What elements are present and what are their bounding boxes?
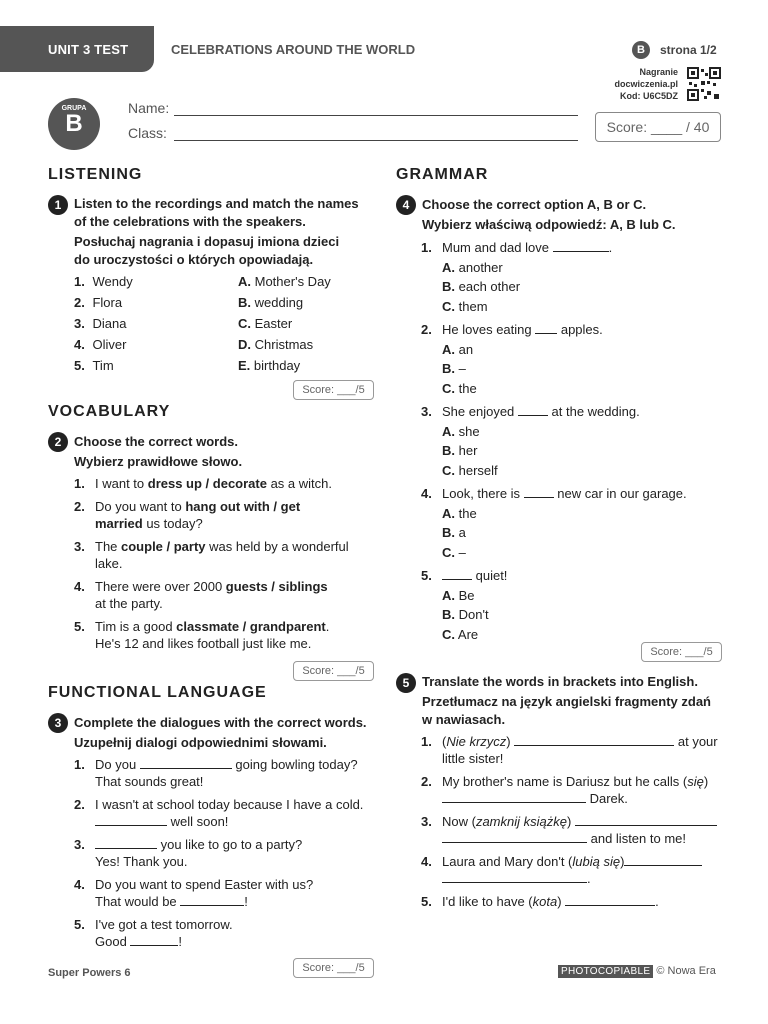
list-item: 4. There were over 2000 guests / siblings at the party.: [74, 579, 328, 611]
test-title: CELEBRATIONS AROUND THE WORLD: [171, 42, 416, 57]
list-item: 1. Do you going bowling today? That sounds great!: [74, 757, 358, 789]
answer-blank[interactable]: [442, 831, 587, 843]
answer-blank[interactable]: [95, 814, 167, 826]
name-label: Name:: [128, 100, 170, 116]
answer-blank[interactable]: [524, 486, 554, 498]
listening-instructions: [74, 195, 359, 269]
option[interactable]: C. them: [442, 298, 488, 314]
list-item: 3. The couple / party was held by a wonderful lake.: [74, 539, 349, 571]
functional-items: [74, 756, 374, 956]
answer-blank[interactable]: [518, 404, 548, 416]
list-item: 2. Flora: [74, 295, 123, 310]
list-item: 5. I'd like to have (kota) .: [421, 894, 659, 909]
name-field[interactable]: [174, 115, 578, 116]
unit-label: UNIT 3 TEST: [48, 42, 129, 57]
list-item: 3. She enjoyed at the wedding. A. she B. her C. herself: [421, 402, 721, 480]
list-item: 2. I wasn't at school today because I have a cold. well soon!: [74, 797, 364, 829]
publisher: © Nowa Era: [656, 965, 716, 977]
group-badge: [48, 98, 100, 150]
recording-info: [598, 66, 678, 102]
score-box: Score: ___/5: [641, 642, 722, 662]
answer-blank[interactable]: [442, 871, 587, 883]
score-box: Score: ___/5: [293, 380, 374, 400]
translate-instructions: [422, 673, 711, 729]
option[interactable]: C. the: [442, 380, 477, 396]
instruction-pl: Wybierz prawidłowe słowo.: [74, 454, 243, 469]
instruction-en: Listen to the recordings and match the names: [74, 196, 359, 211]
translate-items: [421, 733, 726, 916]
vocabulary-items: [74, 475, 374, 658]
instruction-pl: do uroczystości o których opowiadają.: [74, 252, 314, 267]
list-item: B. wedding: [238, 295, 304, 310]
exercise-number: 2: [48, 432, 68, 452]
answer-blank[interactable]: [514, 734, 674, 746]
list-item: C. Easter: [238, 316, 293, 331]
photocopiable-badge: PHOTOCOPIABLE: [558, 965, 653, 978]
listening-options: [238, 271, 331, 376]
score-box: Score: ___/5: [293, 958, 374, 978]
listening-heading: LISTENING: [48, 166, 143, 183]
instruction-pl: Posłuchaj nagrania i dopasuj imiona dzieci: [74, 234, 340, 249]
score-box: Score: ___/5: [293, 661, 374, 681]
list-item: 4. Laura and Mary don't (lubią się) .: [421, 853, 726, 887]
list-item: 3. Now (zamknij książkę) and listen to me!: [421, 813, 726, 847]
option[interactable]: A. Be: [442, 587, 475, 603]
answer-blank[interactable]: [130, 934, 178, 946]
page-indicator: strona 1/2: [660, 43, 717, 57]
recording-site: docwiczenia.pl: [614, 79, 678, 89]
answer-blank[interactable]: [575, 814, 717, 826]
list-item: 2. My brother's name is Dariusz but he calls (się) Darek.: [421, 774, 709, 806]
option[interactable]: C. Are: [442, 626, 479, 642]
list-item: D. Christmas: [238, 337, 314, 352]
option[interactable]: A. another: [442, 259, 503, 275]
list-item: 5. Tim: [74, 358, 114, 373]
list-item: 1. Mum and dad love . A. another B. each other C. them: [421, 238, 721, 316]
answer-blank[interactable]: [180, 894, 244, 906]
exercise-number: 1: [48, 195, 68, 215]
option[interactable]: B. her: [442, 443, 478, 458]
option[interactable]: C. –: [442, 544, 466, 560]
grammar-instructions: [422, 195, 676, 235]
list-item: 4. Oliver: [74, 337, 127, 352]
unit-banner: [0, 26, 154, 72]
vocabulary-instructions: [74, 432, 242, 472]
list-item: E. birthday: [238, 358, 301, 373]
list-item: 1. I want to dress up / decorate as a witch.: [74, 476, 332, 491]
option[interactable]: A. an: [442, 341, 474, 357]
list-item: 2. He loves eating apples. A. an B. – C. the: [421, 320, 721, 398]
grammar-heading: GRAMMAR: [396, 166, 489, 183]
option[interactable]: B. each other: [442, 279, 521, 294]
qr-code-icon: [687, 67, 721, 101]
list-item: 4. Do you want to spend Easter with us? That would be !: [74, 877, 314, 909]
list-item: A. Mother's Day: [238, 274, 331, 289]
listening-names: [74, 271, 133, 376]
option[interactable]: B. Don't: [442, 607, 489, 622]
option[interactable]: B. –: [442, 361, 466, 376]
list-item: 4. Look, there is new car in our garage. A. the B. a C. –: [421, 484, 721, 562]
list-item: 3. Diana: [74, 316, 127, 331]
grammar-items: [421, 238, 721, 648]
list-item: 5. quiet! A. Be B. Don't C. Are: [421, 566, 721, 644]
class-field[interactable]: [174, 140, 578, 141]
answer-blank[interactable]: [140, 757, 232, 769]
instruction-pl: Uzupełnij dialogi odpowiednimi słowami.: [74, 735, 327, 750]
answer-blank[interactable]: [624, 854, 702, 866]
instruction-en: Choose the correct words.: [74, 434, 238, 449]
class-label: Class:: [128, 125, 167, 141]
instruction-en: Complete the dialogues with the correct words.: [74, 715, 367, 730]
option[interactable]: C. herself: [442, 462, 498, 478]
recording-code: Kod: U6C5DZ: [620, 91, 678, 101]
answer-blank[interactable]: [442, 791, 586, 803]
recording-label: Nagranie: [639, 67, 678, 77]
instruction-pl: Przetłumacz na język angielski fragmenty zdań: [422, 694, 711, 709]
footer-right: [558, 965, 716, 977]
total-score-box: Score: ____ / 40: [595, 112, 721, 142]
functional-instructions: [74, 713, 367, 753]
instruction-en: Choose the correct option A, B or C.: [422, 197, 647, 212]
exercise-number: 5: [396, 673, 416, 693]
answer-blank[interactable]: [95, 837, 157, 849]
instruction-en: Translate the words in brackets into English.: [422, 674, 698, 689]
instruction-pl: w nawiasach.: [422, 712, 506, 727]
group-badge-small: B: [632, 41, 650, 59]
list-item: 5. I've got a test tomorrow. Good !: [74, 917, 233, 949]
list-item: 1. (Nie krzycz) at your little sister!: [421, 734, 718, 766]
group-letter: B: [65, 110, 83, 137]
exercise-number: 3: [48, 713, 68, 733]
exercise-number: 4: [396, 195, 416, 215]
answer-blank[interactable]: [553, 240, 609, 252]
book-title: Super Powers 6: [48, 967, 131, 979]
list-item: 2. Do you want to hang out with / get married us today?: [74, 499, 301, 531]
instruction-pl: Wybierz właściwą odpowiedź: A, B lub C.: [422, 217, 676, 232]
list-item: 5. Tim is a good classmate / grandparent. He's 12 and likes football just like me.: [74, 619, 330, 651]
functional-language-heading: FUNCTIONAL LANGUAGE: [48, 684, 267, 701]
answer-blank[interactable]: [535, 322, 557, 334]
group-label: GRUPA: [61, 105, 87, 112]
list-item: 1. Wendy: [74, 274, 133, 289]
answer-blank[interactable]: [442, 568, 472, 580]
instruction-en: of the celebrations with the speakers.: [74, 214, 306, 229]
option[interactable]: A. she: [442, 423, 480, 439]
option[interactable]: B. a: [442, 525, 466, 540]
option[interactable]: A. the: [442, 505, 477, 521]
list-item: 3. you like to go to a party? Yes! Thank you.: [74, 837, 303, 869]
answer-blank[interactable]: [565, 894, 655, 906]
vocabulary-heading: VOCABULARY: [48, 403, 171, 420]
